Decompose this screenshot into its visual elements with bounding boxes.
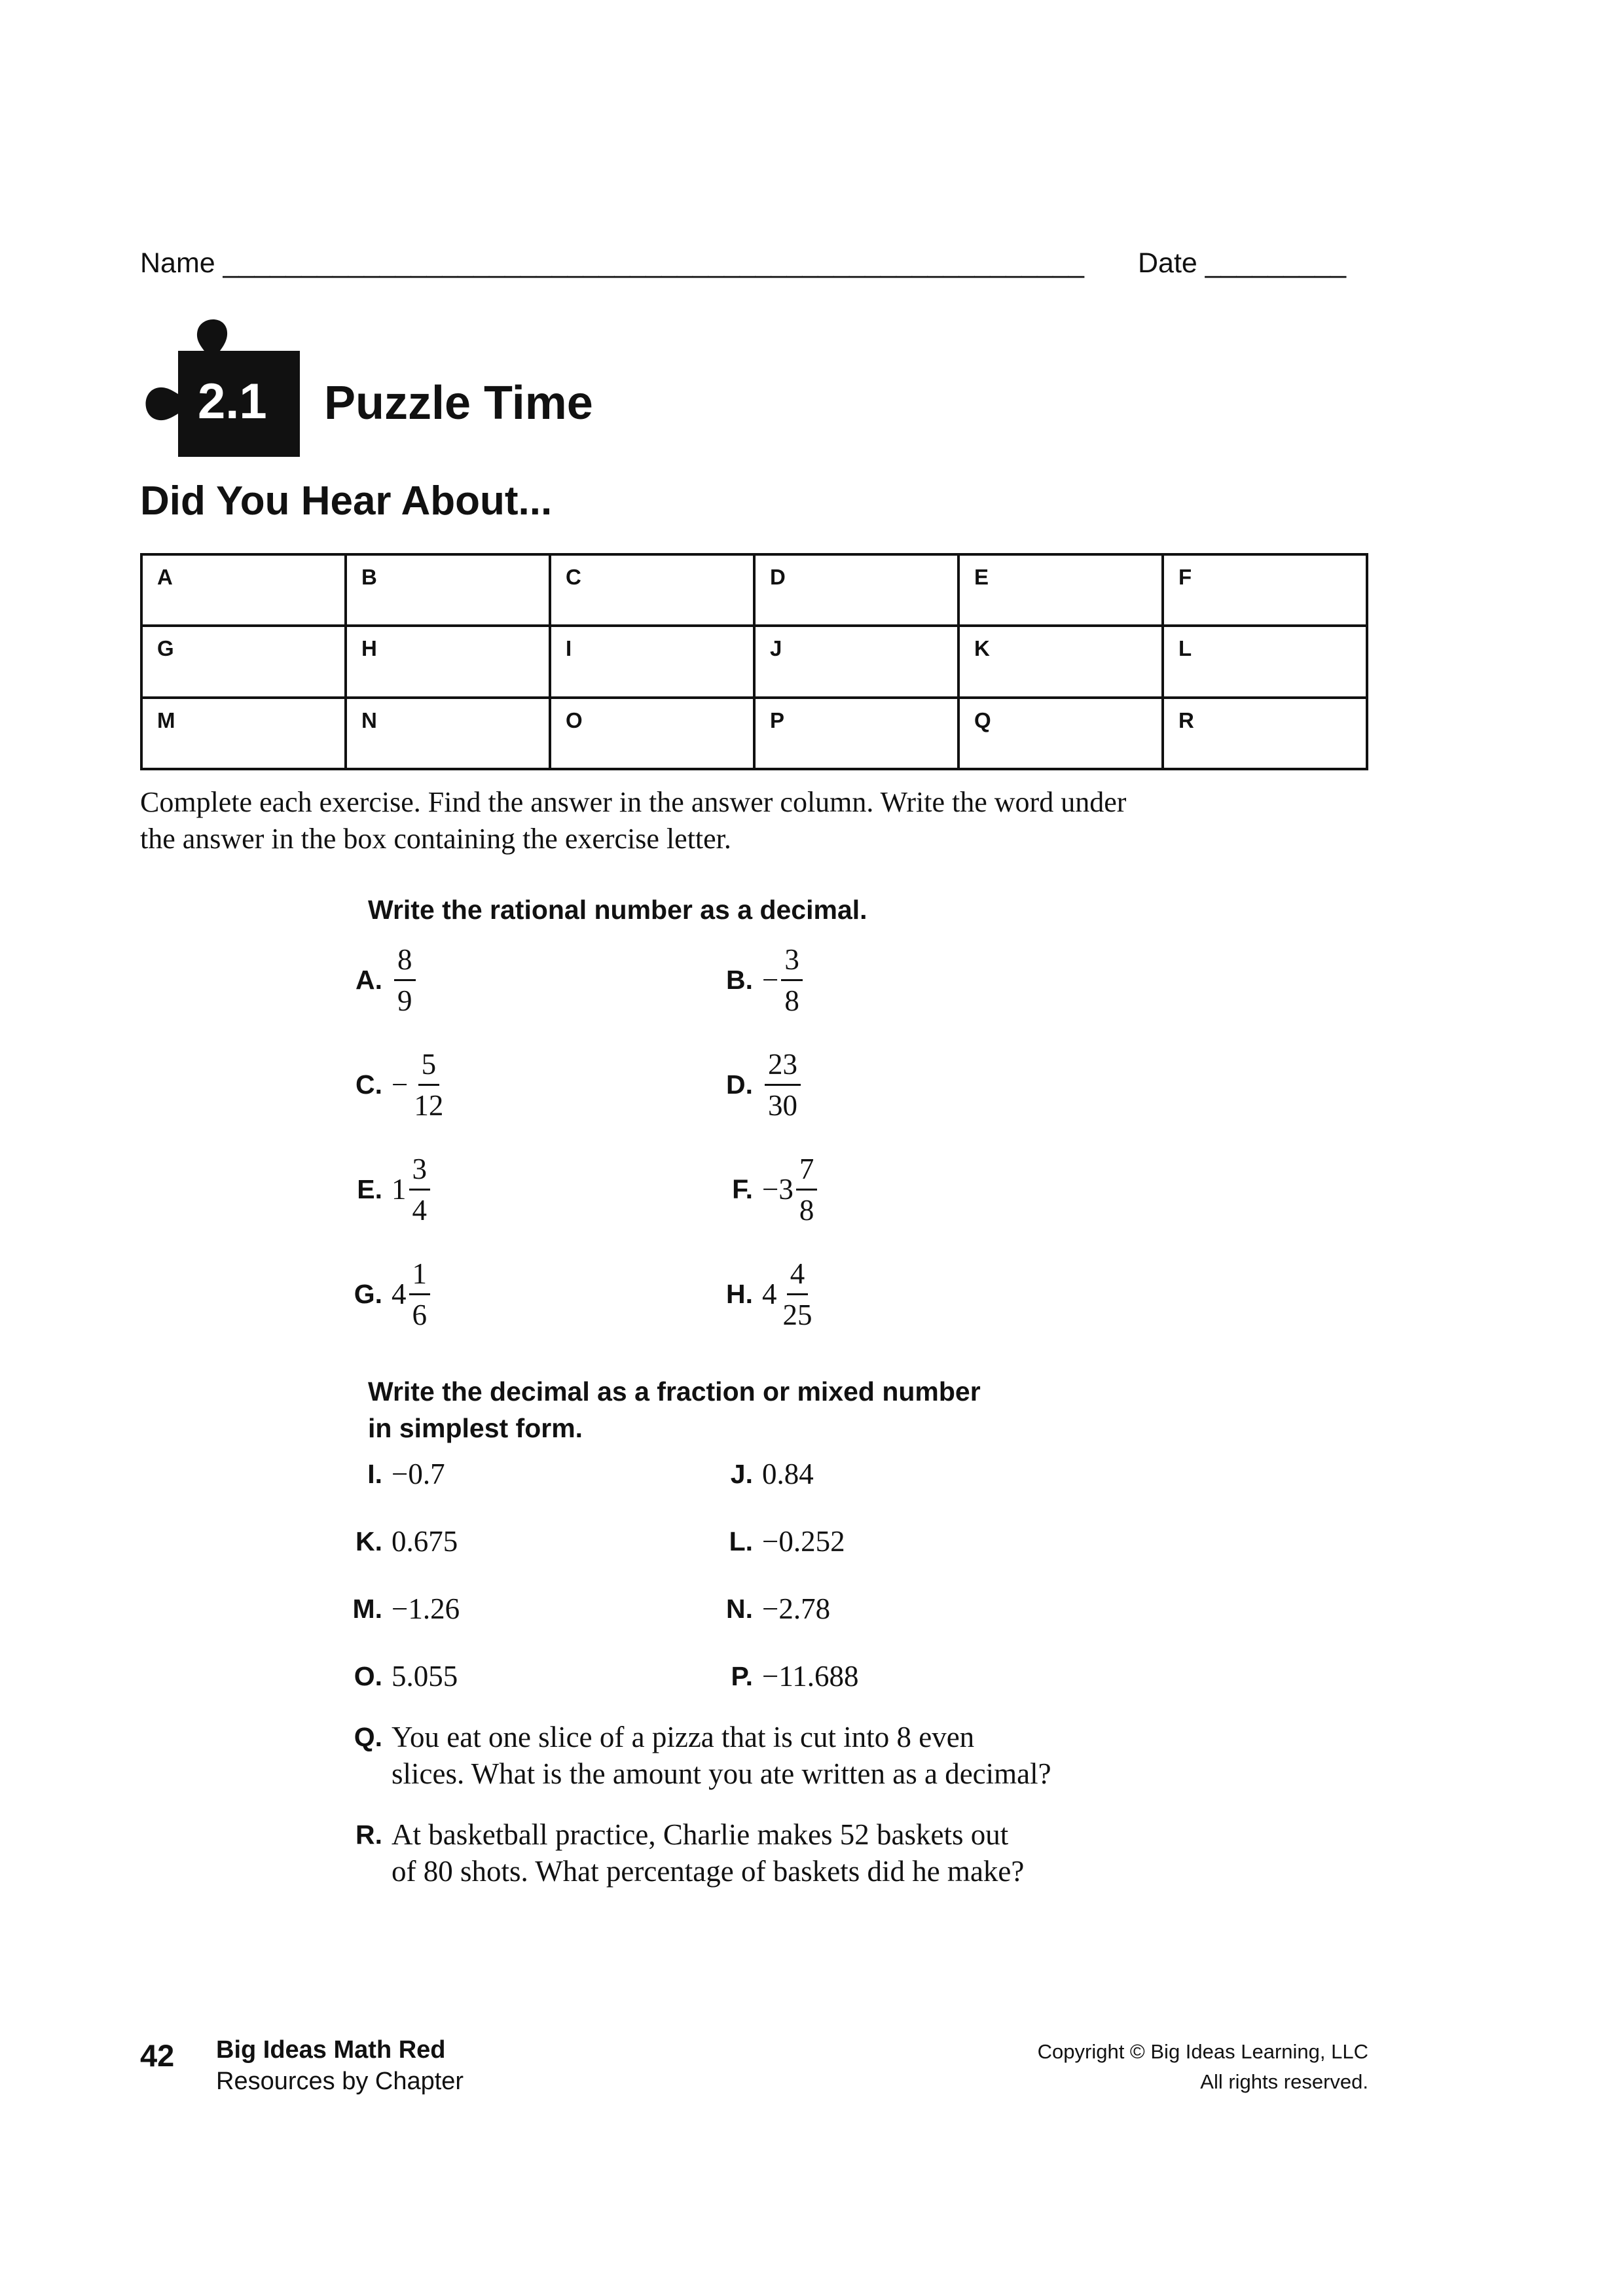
fraction xyxy=(781,940,803,1020)
page-number: 42 xyxy=(140,2038,175,2073)
denominator: 12 xyxy=(414,1088,444,1122)
decimal-value: −1.26 xyxy=(392,1592,460,1625)
decimal-value: −0.252 xyxy=(762,1525,845,1558)
numerator: 8 xyxy=(394,940,416,981)
word-problem-line: At basketball practice, Charlie makes 52 baskets out xyxy=(392,1818,1009,1851)
numerator: 4 xyxy=(787,1254,809,1295)
exercise-p xyxy=(706,1657,858,1696)
page-subtitle: Did You Hear About... xyxy=(140,478,553,524)
grid-row xyxy=(141,698,1367,769)
exercise-l xyxy=(706,1522,845,1561)
grid-cell-d[interactable]: D xyxy=(754,554,958,626)
exercise-letter: Q. xyxy=(354,1722,382,1752)
copyright-line: Copyright © Big Ideas Learning, LLC xyxy=(1037,2040,1368,2063)
exercise-e xyxy=(335,1147,432,1232)
grid-cell-e[interactable]: E xyxy=(958,554,1163,626)
exercise-letter: B. xyxy=(726,964,753,995)
exercise-letter: I. xyxy=(367,1458,382,1489)
decimal-value: −11.688 xyxy=(762,1660,859,1693)
numerator: 7 xyxy=(796,1149,818,1191)
grid-cell-h[interactable]: H xyxy=(346,626,550,697)
decimal-value: 0.675 xyxy=(392,1525,458,1558)
numerator: 3 xyxy=(781,940,803,981)
section-1-heading: Write the rational number as a decimal. xyxy=(368,895,867,925)
book-info xyxy=(216,2034,464,2097)
word-problem-line: You eat one slice of a pizza that is cut into 8 even xyxy=(392,1721,975,1753)
date-field[interactable]: Date _________ xyxy=(1138,247,1347,279)
grid-cell-m[interactable]: M xyxy=(141,698,346,769)
book-subtitle: Resources by Chapter xyxy=(216,2068,464,2095)
copyright xyxy=(1038,2037,1368,2097)
exercise-m xyxy=(335,1589,460,1628)
denominator: 8 xyxy=(799,1193,814,1227)
numerator: 5 xyxy=(418,1045,440,1086)
fraction xyxy=(796,1149,818,1230)
exercise-j xyxy=(706,1454,814,1494)
denominator: 6 xyxy=(412,1298,427,1331)
exercise-letter: J. xyxy=(730,1458,753,1489)
grid-cell-c[interactable]: C xyxy=(550,554,754,626)
grid-cell-r[interactable]: R xyxy=(1163,698,1367,769)
sign: − xyxy=(762,1173,779,1206)
exercise-letter: K. xyxy=(356,1526,382,1556)
exercise-g xyxy=(335,1251,432,1336)
whole: 1 xyxy=(392,1173,407,1206)
exercise-letter: G. xyxy=(354,1278,382,1309)
grid-cell-n[interactable]: N xyxy=(346,698,550,769)
exercise-letter: N. xyxy=(726,1593,753,1624)
decimal-value: −0.7 xyxy=(392,1458,445,1490)
section-2-heading-line: in simplest form. xyxy=(368,1413,583,1443)
grid-cell-b[interactable]: B xyxy=(346,554,550,626)
grid-cell-a[interactable]: A xyxy=(141,554,346,626)
exercise-k xyxy=(335,1522,458,1561)
exercise-letter: M. xyxy=(352,1593,382,1624)
exercise-letter: R. xyxy=(356,1820,382,1850)
whole: 4 xyxy=(762,1278,777,1310)
exercise-letter: C. xyxy=(356,1069,382,1100)
rights-line: All rights reserved. xyxy=(1200,2070,1368,2093)
name-field[interactable]: Name _______________________________________________________ xyxy=(140,247,1084,279)
exercise-a xyxy=(335,937,418,1022)
fraction xyxy=(765,1045,801,1125)
exercise-d xyxy=(706,1042,803,1127)
section-number: 2.1 xyxy=(198,374,267,429)
exercise-n xyxy=(706,1589,830,1628)
exercise-letter: O. xyxy=(354,1660,382,1691)
whole: 3 xyxy=(778,1173,793,1206)
answer-grid xyxy=(140,553,1368,770)
exercise-q xyxy=(335,1719,1051,1792)
denominator: 30 xyxy=(768,1088,797,1122)
word-problem-line: of 80 shots. What percentage of baskets did he make? xyxy=(392,1855,1025,1888)
exercise-b xyxy=(706,937,805,1022)
whole: 4 xyxy=(392,1278,407,1310)
exercise-letter: L. xyxy=(729,1526,753,1556)
exercise-h xyxy=(706,1251,818,1336)
grid-cell-g[interactable]: G xyxy=(141,626,346,697)
grid-cell-l[interactable]: L xyxy=(1163,626,1367,697)
word-problem-text xyxy=(392,1816,1024,1890)
grid-cell-o[interactable]: O xyxy=(550,698,754,769)
exercise-letter: A. xyxy=(356,964,382,995)
exercise-f xyxy=(706,1147,819,1232)
exercise-i xyxy=(335,1454,445,1494)
exercise-r xyxy=(335,1816,1024,1890)
book-title: Big Ideas Math Red xyxy=(216,2036,446,2064)
section-2-heading-line: Write the decimal as a fraction or mixed number xyxy=(368,1376,981,1407)
numerator: 1 xyxy=(409,1254,431,1295)
fraction xyxy=(394,940,416,1020)
grid-cell-k[interactable]: K xyxy=(958,626,1163,697)
grid-cell-p[interactable]: P xyxy=(754,698,958,769)
exercise-letter: E. xyxy=(357,1174,382,1204)
numerator: 23 xyxy=(765,1045,801,1086)
fraction xyxy=(409,1149,431,1230)
decimal-value: 0.84 xyxy=(762,1458,814,1490)
grid-cell-f[interactable]: F xyxy=(1163,554,1367,626)
exercise-o xyxy=(335,1657,458,1696)
denominator: 25 xyxy=(782,1298,812,1331)
word-problem-text xyxy=(392,1719,1051,1792)
exercise-c xyxy=(335,1042,448,1127)
fraction xyxy=(780,1254,816,1335)
denominator: 4 xyxy=(412,1193,427,1227)
section-2-heading xyxy=(368,1373,981,1446)
page-title: Puzzle Time xyxy=(324,377,593,429)
instructions: Complete each exercise. Find the answer in the answer column. Write the word under the answer in the box containing the exercise letter. xyxy=(140,786,1127,855)
exercise-letter: H. xyxy=(726,1278,753,1309)
decimal-value: 5.055 xyxy=(392,1660,458,1693)
fraction xyxy=(410,1045,447,1125)
denominator: 9 xyxy=(397,984,412,1017)
numerator: 3 xyxy=(409,1149,431,1191)
fraction xyxy=(409,1254,431,1335)
word-problem-line: slices. What is the amount you ate written as a decimal? xyxy=(392,1757,1051,1790)
sign: − xyxy=(392,1068,409,1101)
grid-cell-q[interactable]: Q xyxy=(958,698,1163,769)
exercise-letter: D. xyxy=(726,1069,753,1100)
grid-row xyxy=(141,554,1367,626)
grid-row xyxy=(141,626,1367,697)
exercise-letter: P. xyxy=(731,1660,753,1691)
grid-cell-i[interactable]: I xyxy=(550,626,754,697)
exercise-letter: F. xyxy=(732,1174,753,1204)
decimal-value: −2.78 xyxy=(762,1592,831,1625)
sign: − xyxy=(762,963,779,996)
denominator: 8 xyxy=(784,984,799,1017)
grid-cell-j[interactable]: J xyxy=(754,626,958,697)
